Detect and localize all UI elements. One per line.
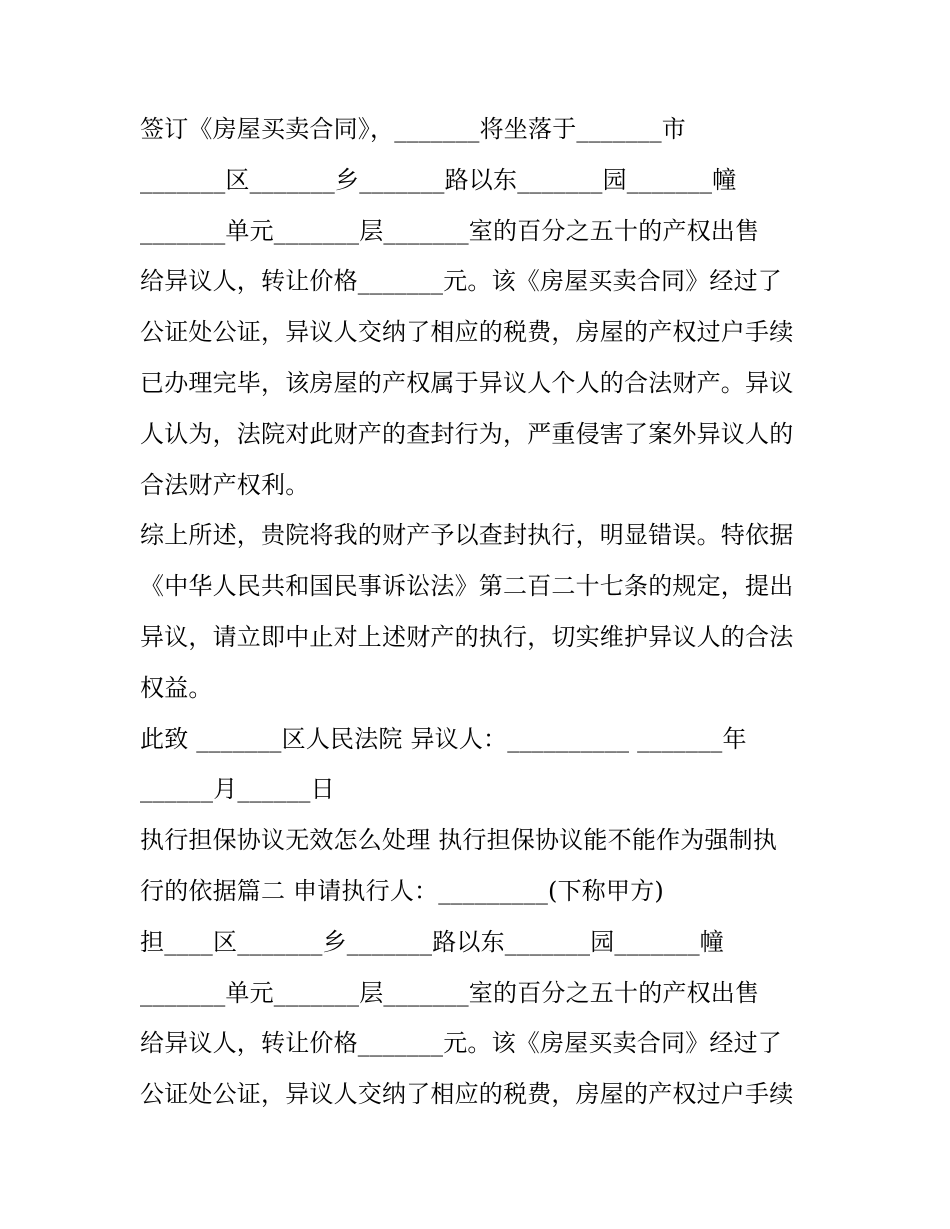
text-line: 行的依据篇二 申请执行人：_________(下称甲方) xyxy=(140,876,664,905)
text-line: 合法财产权利。 xyxy=(140,470,310,499)
document-body xyxy=(140,108,820,1124)
text-line: 综上所述，贵院将我的财产予以查封执行，明显错误。特依据 xyxy=(140,521,794,550)
text-line: 公证处公证，异议人交纳了相应的税费，房屋的产权过户手续 xyxy=(140,1080,794,1109)
text-line: 权益。 xyxy=(140,673,213,702)
text-line: 签订《房屋买卖合同》，_______将坐落于_______市 xyxy=(140,115,686,143)
text-line: 已办理完毕，该房屋的产权属于异议人个人的合法财产。异议 xyxy=(140,368,794,397)
text-line: 异议，请立即中止对上述财产的执行，切实维护异议人的合法 xyxy=(140,622,794,651)
text-line: _______单元_______层_______室的百分之五十的产权出售 xyxy=(140,978,760,1007)
text-line: 担____区_______乡_______路以东_______园_______幢 xyxy=(140,927,724,956)
text-line: ______月______日 xyxy=(140,775,335,804)
text-line: 给异议人，转让价格_______元。该《房屋买卖合同》经过了 xyxy=(140,1029,782,1058)
text-line: 《中华人民共和国民事诉讼法》第二百二十七条的规定，提出 xyxy=(140,572,794,601)
text-line: 公证处公证，异议人交纳了相应的税费，房屋的产权过户手续 xyxy=(140,318,794,347)
text-line: 给异议人，转让价格_______元。该《房屋买卖合同》经过了 xyxy=(140,267,782,296)
text-line: 执行担保协议无效怎么处理 执行担保协议能不能作为强制执 xyxy=(140,826,778,855)
text-line: 此致 _______区人民法院 异议人：__________ _______年 xyxy=(140,724,747,753)
text-line: _______单元_______层_______室的百分之五十的产权出售 xyxy=(140,216,760,245)
text-line: 人认为，法院对此财产的查封行为，严重侵害了案外异议人的 xyxy=(140,419,794,448)
text-line: _______区_______乡_______路以东_______园_______幢 xyxy=(140,165,737,194)
